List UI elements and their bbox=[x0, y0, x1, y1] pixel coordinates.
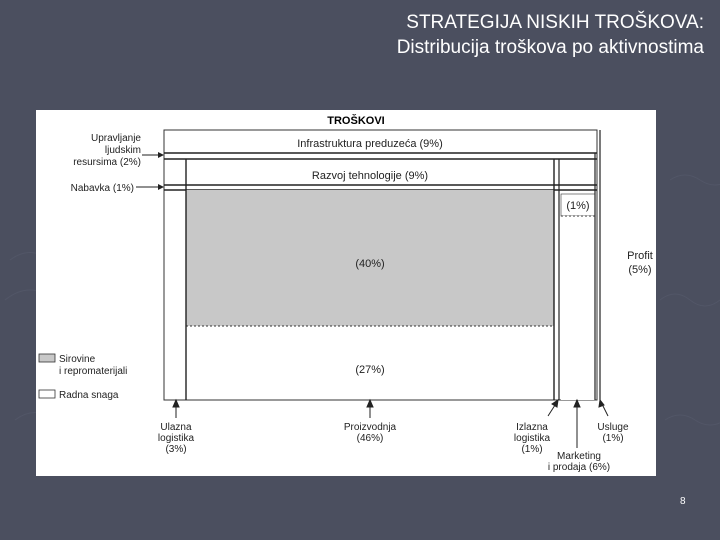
production-label-line1: Proizvodnja bbox=[343, 422, 397, 433]
services-label-line2: (1%) bbox=[602, 433, 624, 444]
marketing-arrow-head bbox=[574, 400, 580, 407]
technology-band-label: Razvoj tehnologije (9%) bbox=[311, 170, 429, 182]
legend-labor-label: Radna snaga bbox=[59, 390, 119, 401]
slide-title-line1: STRATEGIJA NISKIH TROŠKOVA: bbox=[406, 12, 704, 33]
procurement-label: Nabavka (1%) bbox=[70, 183, 134, 194]
legend-raw-swatch bbox=[39, 354, 55, 362]
outbound-label-line1: Izlazna bbox=[516, 422, 548, 433]
outbound-arrow-head bbox=[552, 400, 558, 407]
outbound-label-line2: logistika bbox=[513, 433, 551, 444]
services-label-line1: Usluge bbox=[597, 422, 629, 433]
procurement-arrow-head bbox=[158, 184, 164, 190]
profit-label-line1: Profit bbox=[627, 250, 653, 262]
cost-diagram-panel bbox=[36, 110, 656, 476]
page-number: 8 bbox=[680, 496, 686, 507]
legend-labor-swatch bbox=[39, 390, 55, 398]
hr-label-line3: resursima (2%) bbox=[73, 157, 141, 168]
legend-raw-line1: Sirovine bbox=[59, 354, 96, 365]
infrastructure-band-label: Infrastruktura preduzeća (9%) bbox=[297, 138, 443, 150]
production-label-line2: (46%) bbox=[356, 433, 384, 444]
outbound-label-line3: (1%) bbox=[521, 444, 543, 455]
production-arrow-head bbox=[367, 400, 373, 407]
diagram-header: TROŠKOVI bbox=[327, 115, 385, 127]
slide-title-line2: Distribucija troškova po aktivnostima bbox=[396, 37, 704, 58]
small-share-column bbox=[561, 216, 595, 400]
marketing-label-line2: i prodaja (6%) bbox=[547, 462, 611, 473]
small-share-label: (1%) bbox=[566, 200, 590, 212]
hr-label-line2: ljudskim bbox=[104, 145, 141, 156]
hr-label-line1: Upravljanje bbox=[90, 133, 141, 144]
profit-label-line2: (5%) bbox=[628, 264, 652, 276]
hr-arrow-head bbox=[158, 152, 164, 158]
inbound-label-line3: (3%) bbox=[165, 444, 187, 455]
legend-raw-line2: i repromaterijali bbox=[59, 366, 128, 377]
inbound-label-line1: Ulazna bbox=[160, 422, 192, 433]
inbound-label-line2: logistika bbox=[157, 433, 195, 444]
inbound-arrow-head bbox=[173, 400, 179, 407]
cost-distribution-diagram bbox=[36, 110, 656, 476]
raw-materials-share: (40%) bbox=[355, 258, 385, 270]
marketing-label-line1: Marketing bbox=[557, 451, 601, 462]
labor-share: (27%) bbox=[355, 364, 385, 376]
slide-title bbox=[204, 10, 704, 60]
